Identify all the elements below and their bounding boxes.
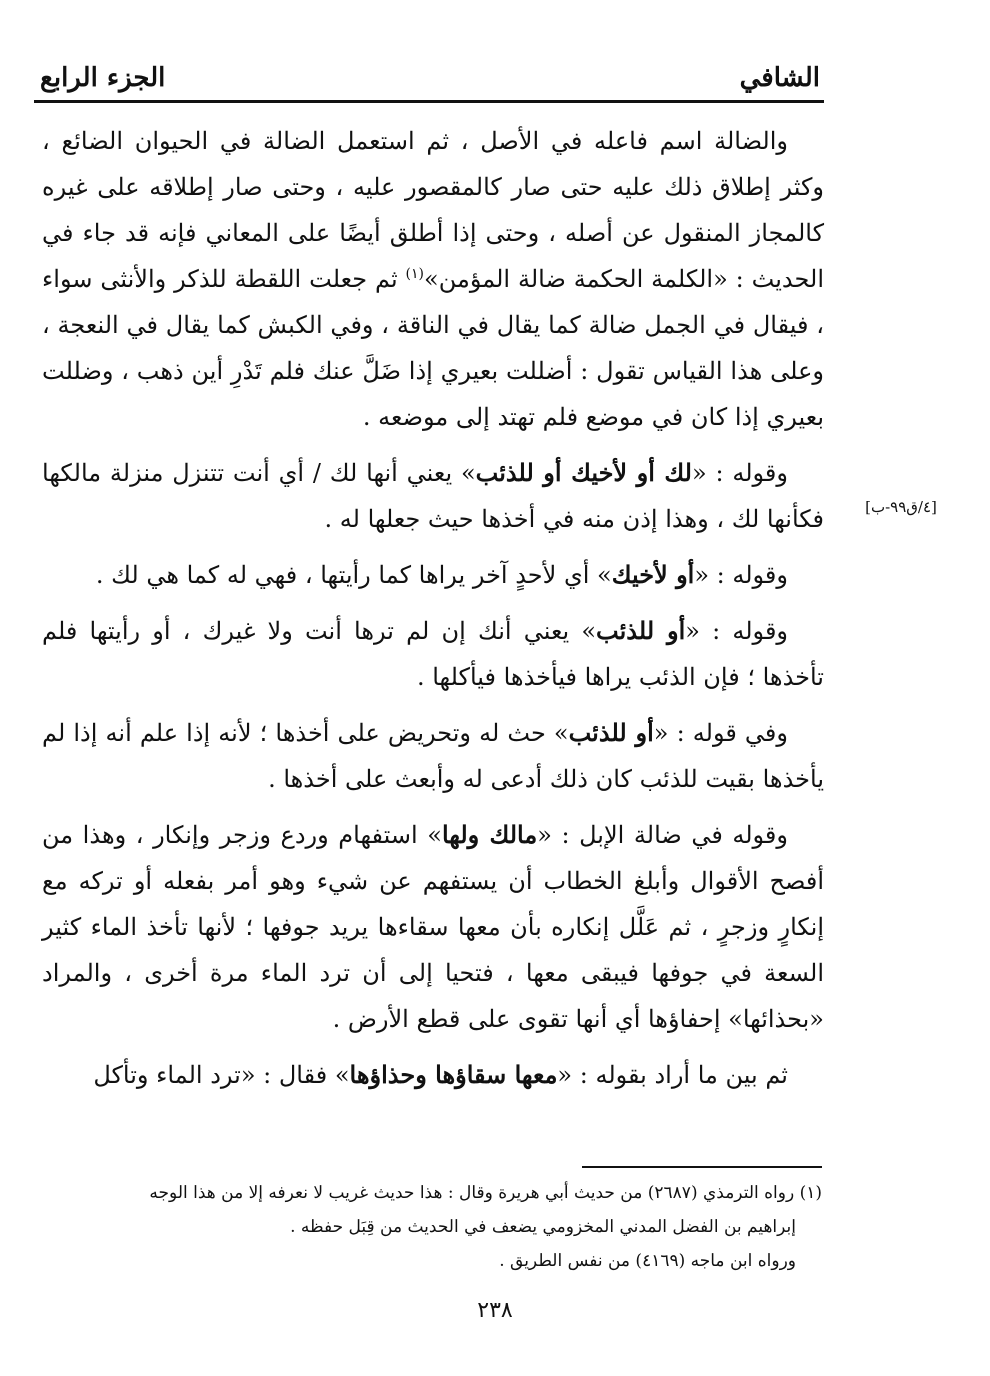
part-label: الجزء الرابع bbox=[40, 63, 166, 93]
footnote-1: (١) رواه الترمذي (٢٦٨٧) من حديث أبي هريرة وقال : هذا حديث غريب لا نعرفه إلا من هذا الوجه bbox=[149, 1183, 822, 1203]
quoted-hadith-phrase: أو للذئب bbox=[568, 718, 654, 747]
paragraph-5: وفي قوله : «أو للذئب» حث له وتحريض على أخذها ؛ لأنه إذا علم أنه إذا لم يأخذها بقيت للذئب كان ذلك أدعى له وأبعث على أخذها . bbox=[42, 718, 824, 793]
running-header bbox=[40, 58, 820, 98]
footnote-separator bbox=[582, 1166, 822, 1168]
paragraph-2: وقوله : «لك أو لأخيك أو للذئب» يعني أنها لك / أي أنت تتنزل منزلة مالكها فكأنها لك ، وهذا إذن منه في أخذها حيث جعلها له . bbox=[42, 458, 824, 533]
page-number: ٢٣٨ bbox=[477, 1298, 513, 1323]
paragraph-3: وقوله : «أو لأخيك» أي لأحدٍ آخر يراها كما رأيتها ، فهي له كما هي لك . bbox=[95, 560, 788, 589]
paragraph-4: وقوله : «أو للذئب» يعني أنك إن لم ترها أنت ولا غيرك ، أو رأيتها فلم تأخذها ؛ فإن الذئب يراها فيأخذها فيأكلها . bbox=[42, 616, 824, 691]
header-rule bbox=[34, 100, 824, 103]
manuscript-margin-note: [٤/ق٩٩-ب] bbox=[865, 498, 937, 516]
quoted-hadith-phrase: لك أو لأخيك أو للذئب bbox=[475, 458, 692, 487]
quoted-hadith-phrase: أو للذئب bbox=[596, 616, 686, 645]
quoted-hadith-phrase: أو لأخيك bbox=[611, 560, 695, 589]
paragraph-1: والضالة اسم فاعله في الأصل ، ثم استعمل الضالة في الحيوان الضائع ، وكثر إطلاق ذلك عليه حتى صار كالمقصور عليه ، وحتى صار إطلاقه على غيره كالمجاز المنقول عن أصله ، وحتى إذا أطلق أيضًا على المعاني فإنه قد جاء في الحديث : «الكلمة الحكمة ضالة المؤمن»$^{(١)}$ ثم جعلت اللقطة للذكر والأنثى سواء ، فيقال في الجمل ضالة كما يقال في الناقة ، وفي الكبش كما يقال في النعجة ، وعلى هذا القياس تقول : أضللت بعيري إذا ضَلَّ عنك فلم تَدْرِ أين ذهب ، وضللت بعيري إذا كان في موضع فلم تهتد إلى موضعه . bbox=[42, 127, 824, 431]
paragraph-7: ثم بين ما أراد بقوله : «معها سقاؤها وحذاؤها» فقال : «ترد الماء وتأكل bbox=[93, 1060, 788, 1089]
footnote-1-continued: إبراهيم بن الفضل المدني المخزومي يضعف في الحديث من قِبَل حفظه . bbox=[290, 1217, 796, 1237]
footnotes bbox=[40, 1176, 822, 1278]
book-title: الشافي bbox=[739, 63, 820, 93]
quoted-hadith-phrase: مالك ولها bbox=[441, 820, 538, 849]
main-text bbox=[42, 118, 824, 1108]
quoted-hadith-phrase: معها سقاؤها وحذاؤها bbox=[349, 1060, 558, 1089]
footnote-reference[interactable]: (١) bbox=[405, 266, 425, 282]
paragraph-6: وقوله في ضالة الإبل : «مالك ولها» استفهام وردع وزجر وإنكار ، وهذا من أفصح الأقوال وأبلغ الخطاب أن يستفهم عن شيء وهو أمر بفعله أو تركه مع إنكارٍ وزجرٍ ، ثم عَلَّل إنكاره بأن معها سقاءها يريد جوفها ؛ لأنها تأخذ الماء كثير السعة في جوفها فيبقى معها ، فتحيا إلى أن ترد الماء مرة أخرى ، والمراد «بحذائها» إحفاؤها أي أنها تقوى على قطع الأرض . bbox=[42, 820, 824, 1033]
footnote-1-continued-2: ورواه ابن ماجه (٤١٦٩) من نفس الطريق . bbox=[499, 1251, 796, 1271]
